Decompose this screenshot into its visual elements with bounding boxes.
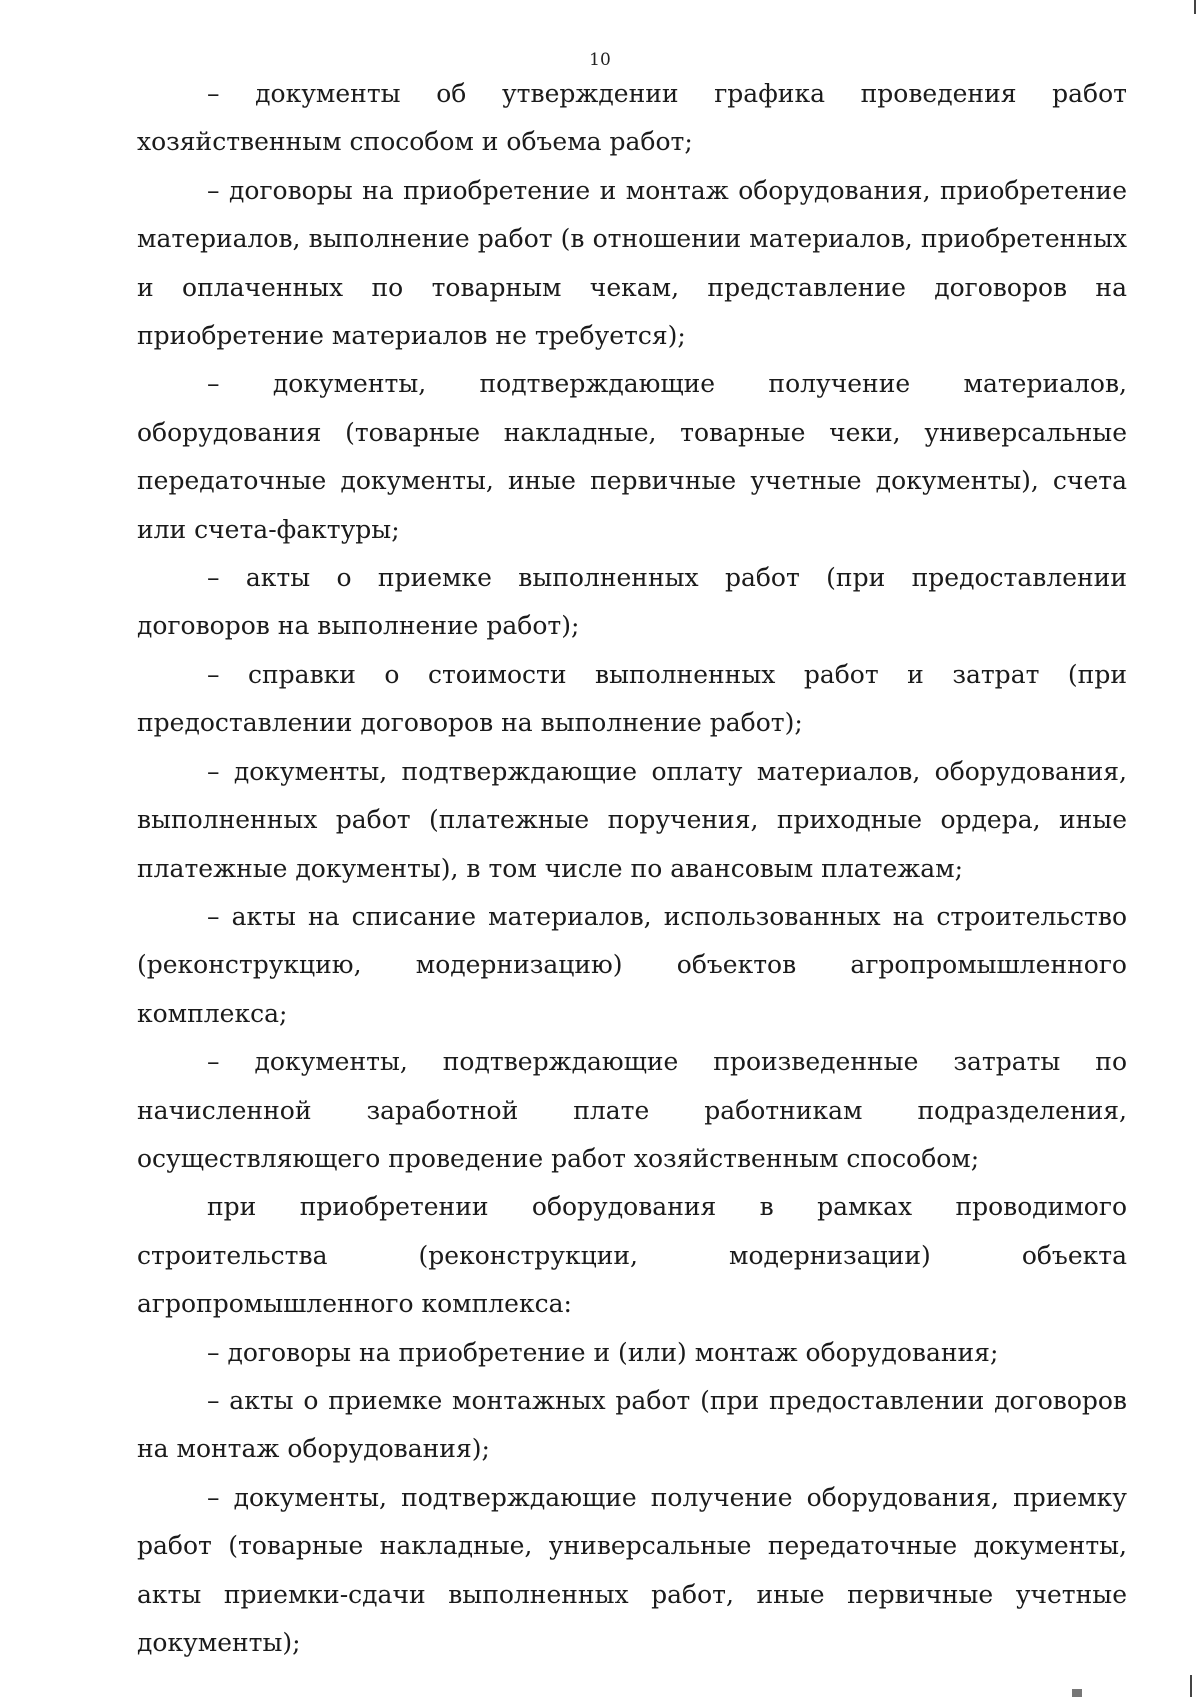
- scan-artifact-bottom-mark: [1072, 1689, 1082, 1697]
- paragraph: – документы, подтверждающие произведенные затраты по начисленной заработной плате работникам подразделения, осуществляющего проведение работ хозяйственным способом;: [137, 1047, 1127, 1173]
- paragraph: – договоры на приобретение и монтаж оборудования, приобретение материалов, выполнение работ (в отношении материалов, приобретенных и оплаченных по товарным чекам, представление договоров на приобретение материалов не требуется);: [137, 175, 1127, 351]
- page-number: 10: [589, 50, 611, 70]
- paragraph: – документы об утверждении графика проведения работ хозяйственным способом и объема работ;: [137, 79, 1127, 157]
- paragraph: – договоры на приобретение и (или) монтаж оборудования;: [207, 1337, 999, 1367]
- document-body: [137, 70, 1127, 1667]
- paragraph: – акты о приемке монтажных работ (при предоставлении договоров на монтаж оборудования);: [137, 1385, 1127, 1464]
- paragraph: – документы, подтверждающие получение материалов, оборудования (товарные накладные, товарные чеки, универсальные передаточные документы, иные первичные учетные документы), счета или счета-фактуры;: [137, 369, 1127, 544]
- paragraph: при приобретении оборудования в рамках проводимого строительства (реконструкции, модернизации) объекта агропромышленного комплекса:: [137, 1192, 1127, 1319]
- paragraph: – документы, подтверждающие получение оборудования, приемку работ (товарные накладные, универсальные передаточные документы, акты приемки-сдачи выполненных работ, иные первичные учетные документы);: [137, 1482, 1127, 1657]
- paragraph: – акты на списание материалов, использованных на строительство (реконструкцию, модернизацию) объектов агропромышленного комплекса;: [137, 901, 1127, 1028]
- scan-artifact-bottom-right: [1190, 1675, 1192, 1697]
- scan-artifact-top-right: [1194, 0, 1196, 14]
- paragraph: – документы, подтверждающие оплату материалов, оборудования, выполненных работ (платежные поручения, приходные ордера, иные платежные документы), в том числе по авансовым платежам;: [137, 756, 1127, 883]
- paragraph: – справки о стоимости выполненных работ и затрат (при предоставлении договоров на выполнение работ);: [137, 659, 1127, 738]
- paragraph: – акты о приемке выполненных работ (при предоставлении договоров на выполнение работ);: [137, 563, 1127, 641]
